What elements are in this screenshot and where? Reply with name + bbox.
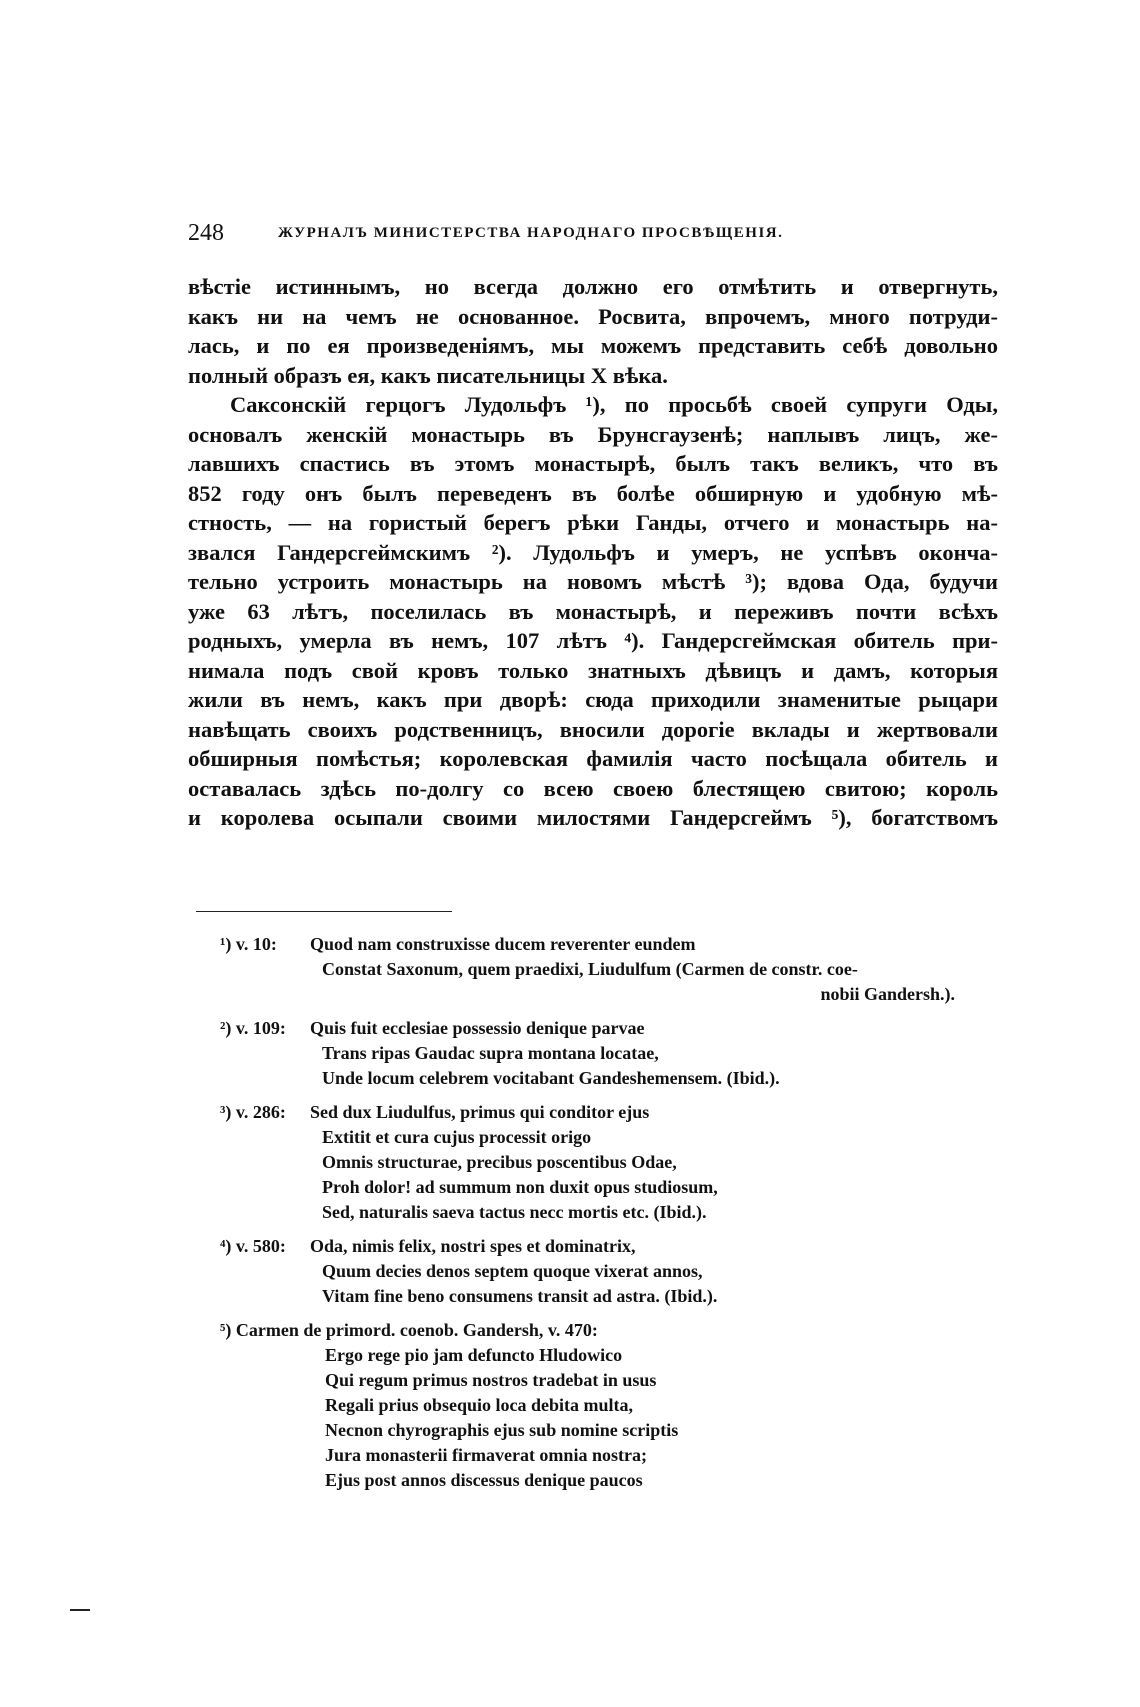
margin-mark	[70, 1609, 90, 1611]
text-line: жили въ немъ, какъ при дворѣ: сюда приходили знаменитые рыцари	[188, 687, 998, 712]
footnote-2	[220, 1016, 1010, 1091]
verse-line: Trans ripas Gaudac supra montana locatae,	[322, 1043, 659, 1063]
verse-line: Oda, nimis felix, nostri spes et dominatrix,	[310, 1236, 636, 1256]
running-head	[188, 220, 918, 250]
text-line: навѣщать своихъ родственницъ, вносили дорогіе вклады и жертвовали	[188, 716, 998, 742]
text-line: вѣстіе истиннымъ, но всегда должно его отмѣтить и отвергнуть,	[188, 274, 998, 299]
footnote-marker: ¹) v. 10:	[220, 934, 277, 954]
verse-line: Constat Saxonum, quem praedixi, Liudulfum (Carmen de constr. coe-	[322, 959, 858, 979]
footnote-marker: ³) v. 286:	[220, 1102, 286, 1122]
footnote-marker: ²) v. 109:	[220, 1018, 286, 1038]
footnotes	[220, 932, 1010, 1502]
verse-line: Regali prius obsequio loca debita multa,	[325, 1395, 634, 1415]
footnote-marker: ⁵) Carmen de primord. coenob. Gandersh, v. 470:	[220, 1320, 598, 1340]
verse-line: Omnis structurae, precibus poscentibus Odae,	[322, 1152, 677, 1172]
text-line: обширныя помѣстья; королевская фамилія часто посѣщала обитель и	[188, 746, 998, 771]
verse-line: Proh dolor! ad summum non duxit opus studiosum,	[322, 1177, 718, 1197]
verse-line: Sed, naturalis saeva tactus necc mortis etc. (Ibid.).	[322, 1202, 707, 1222]
text-line: Саксонскій герцогъ Лудольфъ ¹), по просьбѣ своей супруги Оды,	[230, 392, 998, 417]
verse-line: nobii Gandersh.).	[820, 984, 955, 1004]
verse-line: Vitam fine beno consumens transit ad astra. (Ibid.).	[322, 1286, 718, 1306]
verse-line: Extitit et cura cujus processit origo	[322, 1127, 592, 1147]
footnote-5	[220, 1318, 1010, 1493]
journal-title: ЖУРНАЛЪ МИНИСТЕРСТВА НАРОДНАГО ПРОСВѢЩЕНІЯ.	[278, 225, 784, 241]
text-line: лась, и по ея произведеніямъ, мы можемъ представить себѣ довольно	[188, 333, 998, 358]
text-line: стность, — на гористый берегъ рѣки Ганды, отчего и монастырь на-	[188, 510, 998, 535]
text-line: родныхъ, умерла въ немъ, 107 лѣтъ ⁴). Гандерсгеймская обитель при-	[188, 628, 998, 653]
footnote-marker: ⁴) v. 580:	[220, 1236, 286, 1256]
verse-line: Quum decies denos septem quoque vixerat annos,	[322, 1261, 703, 1281]
verse-line: Sed dux Liudulfus, primus qui conditor ejus	[310, 1102, 650, 1122]
footnote-4	[220, 1234, 1010, 1309]
text-line: 852 году онъ былъ переведенъ въ болѣе обширную и удобную мѣ-	[188, 480, 998, 506]
verse-line: Quis fuit ecclesiae possessio denique parvae	[310, 1018, 645, 1038]
text-line: оставалась здѣсь по-долгу со всею своею блестящею свитою; король	[188, 775, 998, 801]
text-line: тельно устроить монастырь на новомъ мѣстѣ ³); вдова Ода, будучи	[188, 569, 998, 594]
text-line: полный образъ ея, какъ писательницы X вѣка.	[188, 362, 668, 388]
text-line: какъ ни на чемъ не основанное. Росвита, впрочемъ, много потруди-	[188, 303, 998, 329]
text-line: основалъ женскій монастырь въ Брунсгаузенѣ; наплывъ лицъ, же-	[188, 421, 998, 447]
text-line: и королева осыпали своими милостями Гандерсгеймъ ⁵), богатствомъ	[188, 805, 998, 830]
verse-line: Ejus post annos discessus denique paucos	[325, 1470, 643, 1490]
verse-line: Unde locum celebrem vocitabant Gandeshemensem. (Ibid.).	[322, 1068, 780, 1088]
text-line: звался Гандерсгеймскимъ ²). Лудольфъ и умеръ, не успѣвъ оконча-	[188, 539, 998, 565]
verse-line: Jura monasterii firmaverat omnia nostra;	[325, 1445, 647, 1465]
main-text	[188, 272, 998, 833]
page-number: 248	[188, 220, 224, 246]
text-line: уже 63 лѣтъ, поселилась въ монастырѣ, и переживъ почти всѣхъ	[188, 598, 998, 624]
verse-line: Ergo rege pio jam defuncto Hludowico	[325, 1345, 623, 1365]
verse-line: Qui regum primus nostros tradebat in usus	[325, 1370, 657, 1390]
footnote-separator	[196, 911, 452, 912]
footnote-1	[220, 932, 1010, 1007]
footnote-3	[220, 1100, 1010, 1225]
text-line: лавшихъ спастись въ этомъ монастырѣ, былъ такъ великъ, что въ	[188, 451, 998, 476]
verse-line: Quod nam construxisse ducem reverenter eundem	[310, 934, 696, 954]
verse-line: Necnon chyrographis ejus sub nomine scriptis	[325, 1420, 679, 1440]
text-line: нимала подъ свой кровъ только знатныхъ дѣвицъ и дамъ, которыя	[188, 657, 998, 683]
